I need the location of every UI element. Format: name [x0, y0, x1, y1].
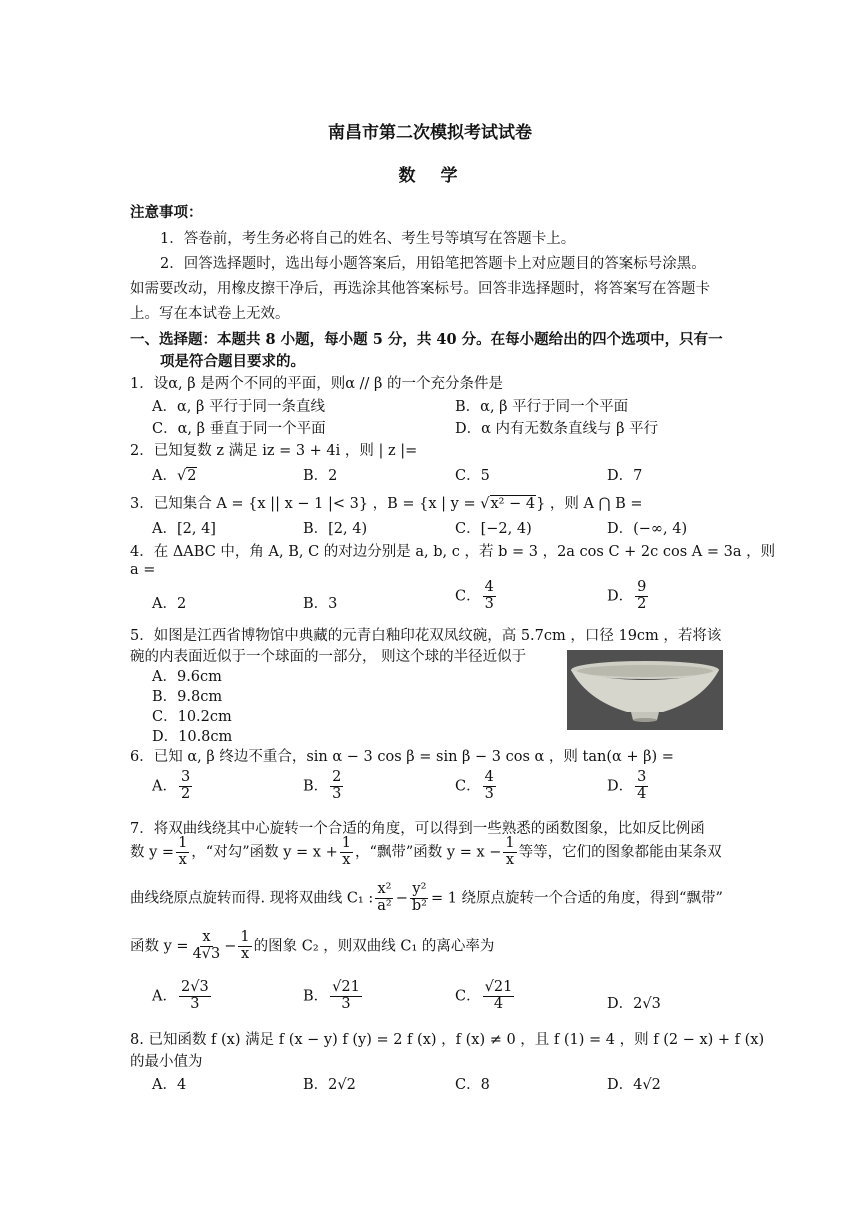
q2-option-c: C．5: [455, 468, 490, 484]
q4-stem-2: a =: [130, 562, 156, 578]
bowl-photo: [567, 650, 723, 730]
q1-option-a: A．α, β 平行于同一条直线: [152, 399, 325, 415]
q1-option-c: C．α, β 垂直于同一个平面: [152, 421, 326, 437]
q5-stem-2: 碗的内表面近似于一个球面的一部分， 则这个球的半径近似于: [130, 649, 527, 665]
q6-option-d: D． $\frac{3}{4}$: [607, 769, 647, 802]
notice-item-2b: 如需要改动，用橡皮擦干净后，再选涂其他答案标号。回答非选择题时，将答案写在答题卡: [130, 281, 710, 297]
q4-option-c: C． $\frac{4}{3}$: [455, 579, 494, 612]
notice-item-2c: 上。写在本试卷上无效。: [130, 306, 290, 322]
q4-stem: 4．在 ΔABC 中，角 A, B, C 的对边分别是 a, b, c ，若 b = 3 ，2a cos C + 2c cos A = 3a ，则: [130, 544, 776, 560]
q7-line-3: 曲线绕原点旋转而得. 现将双曲线 C₁ : $\frac{\text{x²}}{\text{a²}}$ − $\frac{\text{y²}}{\text{b²}}$ = 1 绕原点旋转一个合适的角度，得到“飘带”: [130, 881, 723, 914]
q7-option-a: A． $\frac{2√3}{3}$: [152, 979, 209, 1012]
q8-option-d: D．4√2: [607, 1077, 661, 1093]
q1-option-b: B．α, β 平行于同一个平面: [455, 399, 629, 415]
q8-option-c: C．8: [455, 1077, 490, 1093]
q3-stem: 3．已知集合 A = {x || x − 1 |< 3} ，B = {x | y = √x² − 4} ，则 A ⋂ B =: [130, 496, 643, 512]
q8-option-a: A．4: [152, 1077, 187, 1093]
q4-option-a: A．2: [152, 596, 187, 612]
q5-option-c: C．10.2cm: [152, 709, 232, 725]
q2-option-a: A．√2: [152, 468, 197, 484]
q8-stem-2: 的最小值为: [130, 1054, 203, 1070]
q8-stem: 8. 已知函数 f (x) 满足 f (x − y) f (y) = 2 f (x) ，f (x) ≠ 0 ，且 f (1) = 4 ，则 f (2 − x) + f (x): [130, 1032, 765, 1048]
q6-option-b: B． $\frac{2}{3}$: [303, 769, 342, 802]
section-heading-line1: 一、选择题：本题共 8 小题，每小题 5 分，共 40 分。在每小题给出的四个选项中，只有一: [130, 331, 723, 348]
q3-option-b: B．[2, 4): [303, 521, 368, 537]
q7-line-4: 函数 y = $\frac{x}{4√3}$ − $\frac{1}{x}$ 的图象 C₂ ，则双曲线 C₁ 的离心率为: [130, 929, 495, 962]
q2-option-b: B．2: [303, 468, 338, 484]
notice-item-2a: 2．回答选择题时，选出每小题答案后，用铅笔把答题卡上对应题目的答案标号涂黑。: [160, 256, 706, 272]
subject-title: 数 学: [398, 166, 462, 186]
q6-option-a: A． $\frac{3}{2}$: [152, 769, 191, 802]
q5-option-a: A．9.6cm: [152, 669, 222, 685]
q1-option-d: D．α 内有无数条直线与 β 平行: [455, 421, 659, 437]
q7-line-1: 7．将双曲线绕其中心旋转一个合适的角度，可以得到一些熟悉的函数图象，比如反比例函: [130, 821, 705, 837]
q5-option-d: D．10.8cm: [152, 729, 233, 745]
q8-option-b: B．2√2: [303, 1077, 356, 1093]
q1-stem: 1．设α, β 是两个不同的平面，则α // β 的一个充分条件是: [130, 376, 503, 392]
q7-option-c: C． $\frac{√21}{4}$: [455, 979, 513, 1012]
q2-stem: 2．已知复数 z 满足 iz = 3 + 4i ，则 | z |=: [130, 443, 418, 459]
q4-option-d: D． $\frac{9}{2}$: [607, 579, 647, 612]
q6-option-c: C． $\frac{4}{3}$: [455, 769, 494, 802]
notice-item-1: 1．答卷前，考生务必将自己的姓名、考生号等填写在答题卡上。: [160, 231, 576, 247]
notice-heading: 注意事项：: [130, 204, 203, 221]
page-title: 南昌市第二次模拟考试试卷: [328, 123, 532, 143]
q5-option-b: B．9.8cm: [152, 689, 223, 705]
q3-option-c: C．[−2, 4): [455, 521, 532, 537]
q7-option-d: D．2√3: [607, 996, 661, 1012]
q2-option-d: D．7: [607, 468, 643, 484]
q3-option-a: A．[2, 4]: [152, 521, 216, 537]
q6-stem: 6．已知 α, β 终边不重合，sin α − 3 cos β = sin β − 3 cos α ，则 tan(α + β) =: [130, 749, 674, 765]
q7-line-2: 数 y = $\frac{1}{x}$ ，“对勾”函数 y = x + $\frac{1}{x}$ ，“飘带”函数 y = x − $\frac{1}{x}$ 等等，它们的图象都能由某条双: [130, 835, 722, 868]
q4-option-b: B．3: [303, 596, 338, 612]
q3-option-d: D．(−∞, 4): [607, 521, 688, 537]
q5-stem-1: 5．如图是江西省博物馆中典藏的元青白釉印花双凤纹碗，高 5.7cm ，口径 19cm ，若将该: [130, 628, 722, 644]
section-heading-line2: 项是符合题目要求的。: [160, 353, 305, 370]
q7-option-b: B． $\frac{√21}{3}$: [303, 979, 360, 1012]
